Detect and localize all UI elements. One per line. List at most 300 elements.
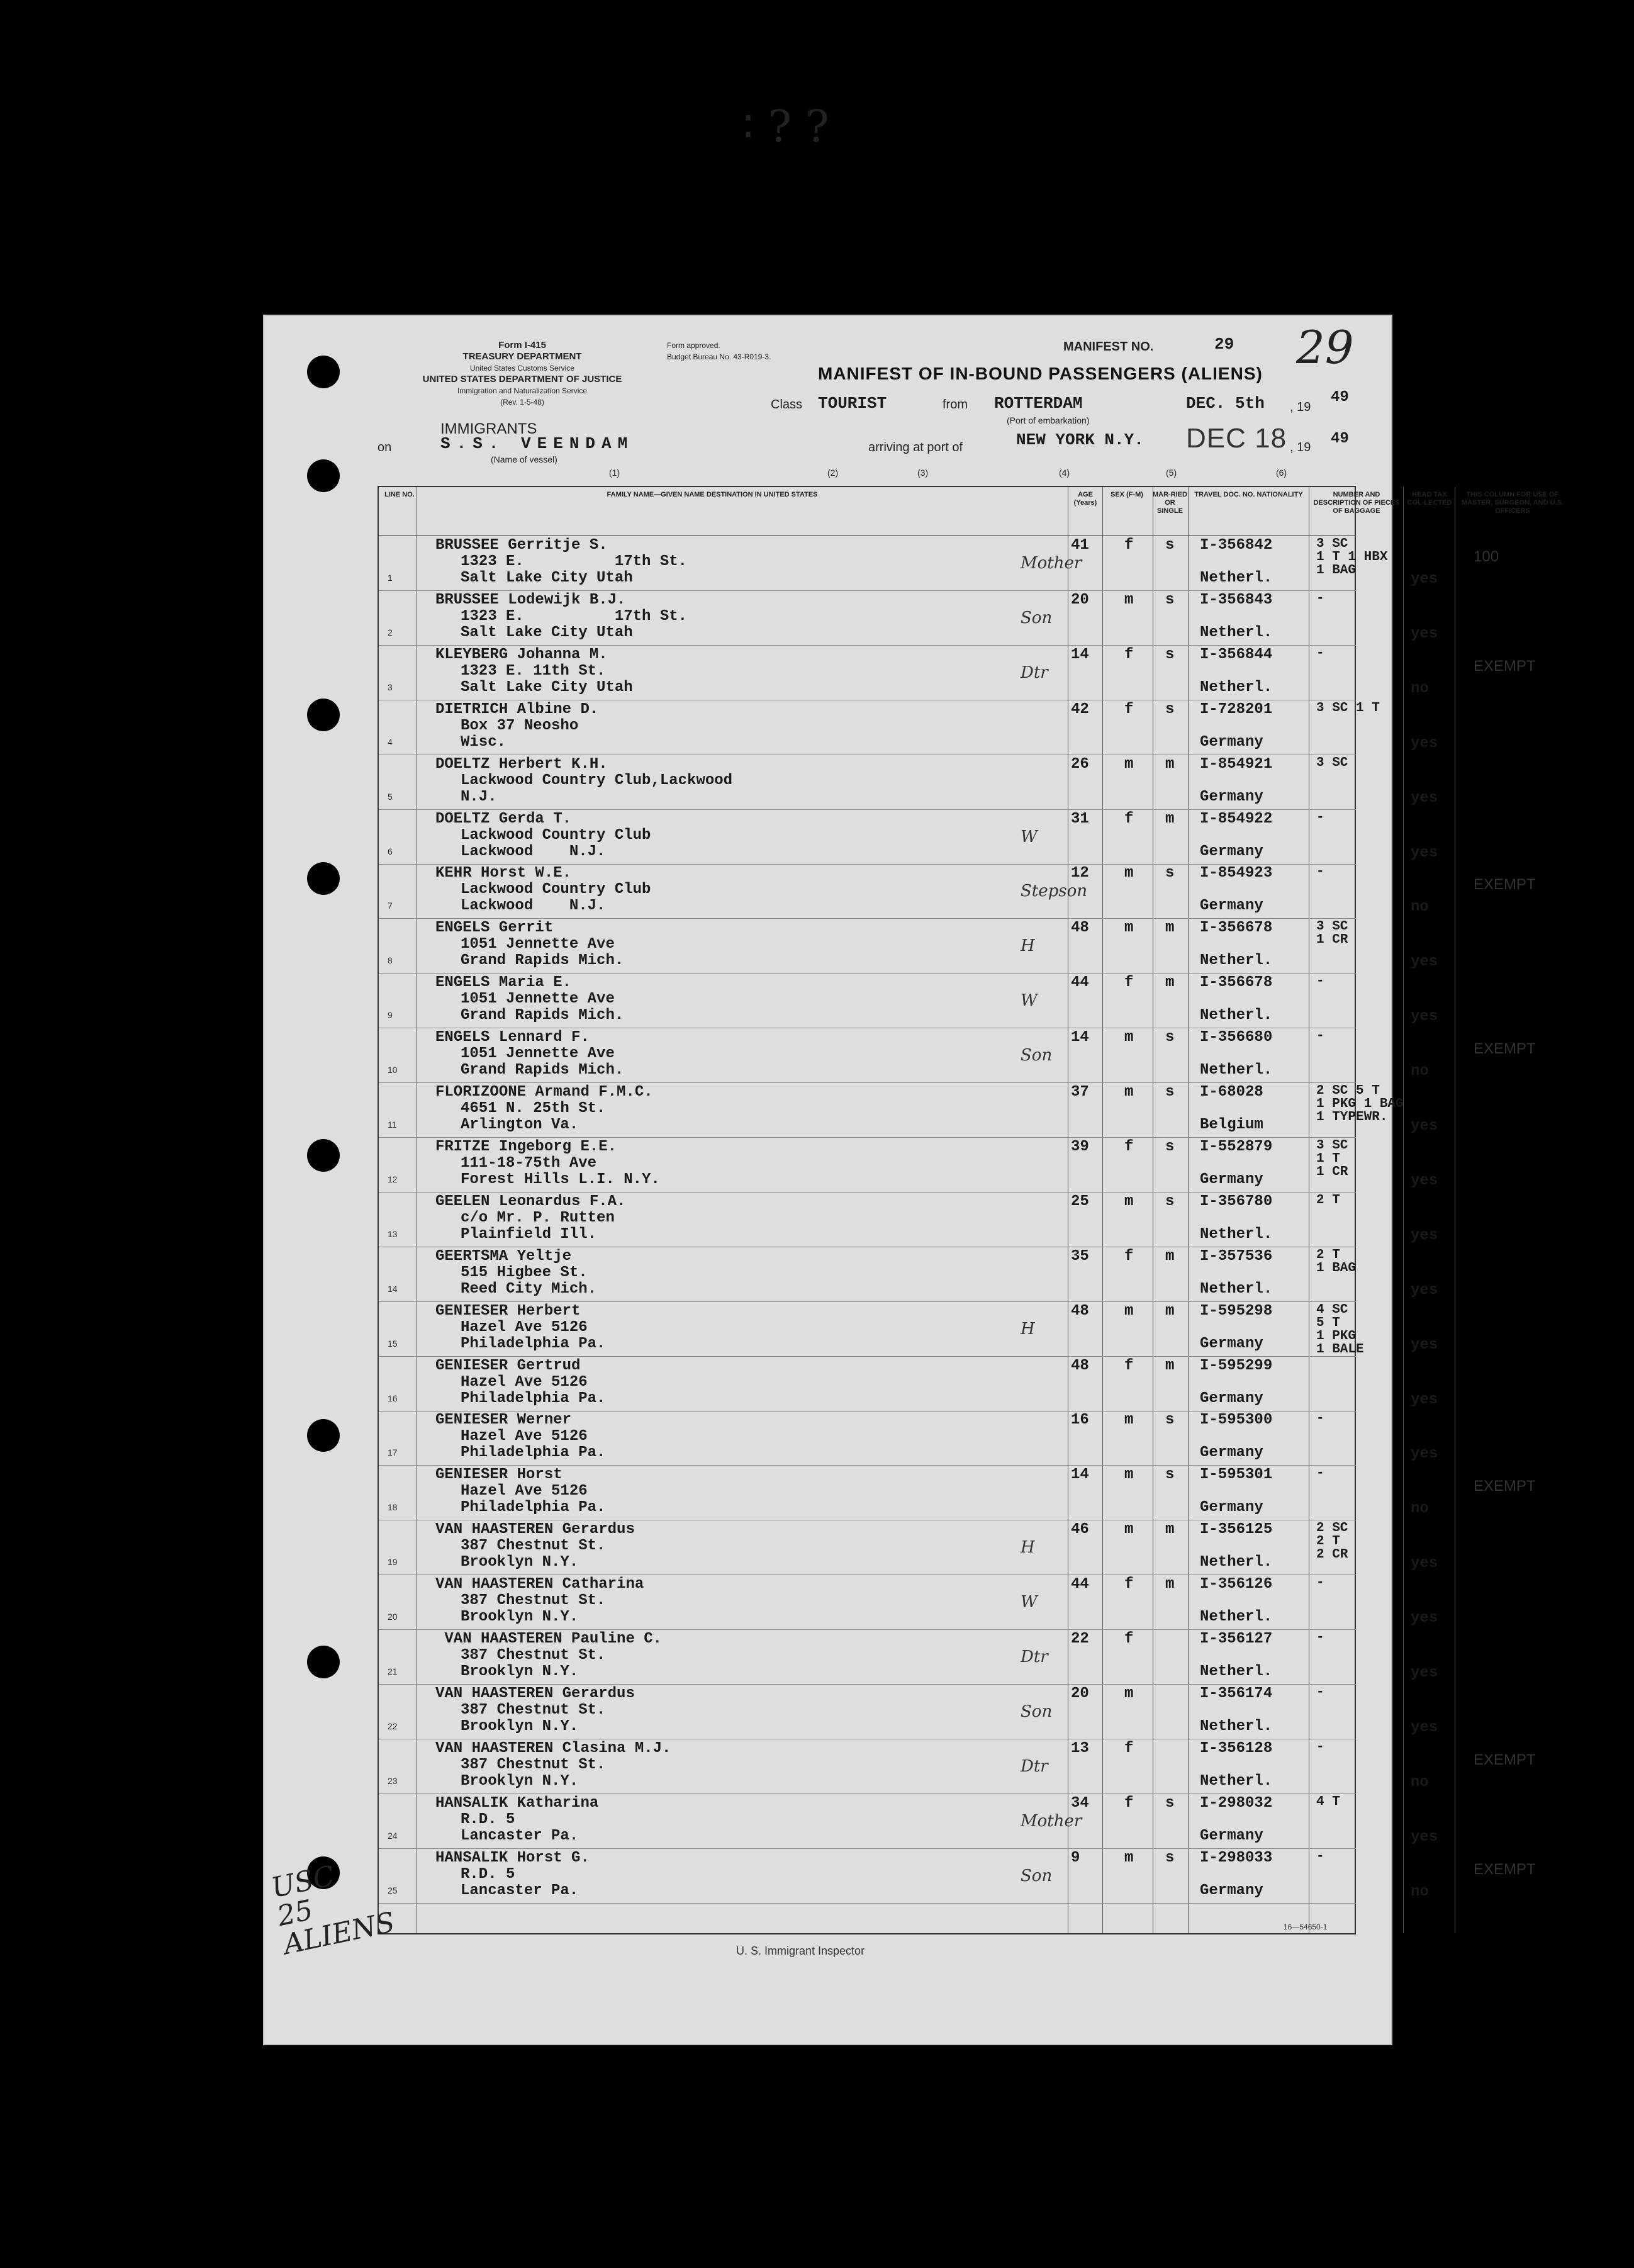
cell-a1: 387 Chestnut St. <box>461 1647 606 1664</box>
arrival-year: 49 <box>1331 430 1349 447</box>
cell-n: 8 <box>388 955 393 966</box>
cell-bag: 4 T <box>1316 1794 1340 1809</box>
cell-a2: Brooklyn N.Y. <box>461 1608 579 1626</box>
cell-n: 16 <box>388 1393 398 1403</box>
cell-a2: Philadelphia Pa. <box>461 1444 606 1462</box>
cell-a1: 387 Chestnut St. <box>461 1537 606 1555</box>
cell-n: 11 <box>388 1120 397 1130</box>
cell-nat: Germany <box>1200 1389 1263 1407</box>
cell-sex: f <box>1124 1739 1134 1757</box>
cell-name: DOELTZ Herbert K.H. <box>435 755 608 773</box>
table-row <box>379 1685 1438 1739</box>
cell-a1: 1051 Jennette Ave <box>461 991 615 1008</box>
table-row <box>379 1739 1536 1794</box>
cell-doc: I-595299 <box>1200 1357 1273 1374</box>
cell-a2: Wisc. <box>461 733 506 751</box>
cell-bag: 2 SC 2 T 2 CR <box>1316 1521 1348 1563</box>
cell-sex: m <box>1124 1084 1134 1101</box>
cell-a1: Hazel Ave 5126 <box>461 1318 588 1336</box>
table-row <box>379 1411 1438 1466</box>
cell-bag: 3 SC 1 T 1 CR <box>1316 1138 1348 1179</box>
cell-tax: no <box>1411 680 1429 697</box>
table-row <box>379 974 1438 1028</box>
column-header-officers: THIS COLUMN FOR USE OF MASTER, SURGEON, AND U.S. OFFICERS <box>1461 491 1564 515</box>
arriving-label: arriving at port of <box>868 441 963 454</box>
cell-doc: I-595298 <box>1200 1302 1273 1320</box>
cell-sex: f <box>1124 1357 1134 1374</box>
cell-doc: I-356678 <box>1200 974 1273 992</box>
cell-age: 26 <box>1071 755 1089 773</box>
cell-a2: Philadelphia Pa. <box>461 1335 606 1352</box>
cell-doc: I-356844 <box>1200 646 1273 663</box>
cell-age: 37 <box>1071 1084 1089 1101</box>
cell-ms: s <box>1165 1138 1175 1155</box>
cell-a1: 4651 N. 25th St. <box>461 1100 606 1117</box>
cell-name: GENIESER Gertrud <box>435 1357 581 1374</box>
revision-date: (Rev. 1-5-48) <box>500 398 544 407</box>
cell-bag: - <box>1316 810 1324 825</box>
cell-a2: Arlington Va. <box>461 1116 579 1133</box>
cell-a1: 387 Chestnut St. <box>461 1756 606 1773</box>
cell-sex: f <box>1124 646 1134 663</box>
cell-tax: yes <box>1411 1118 1438 1135</box>
cell-doc: I-298032 <box>1200 1794 1273 1812</box>
cell-ms: s <box>1165 1466 1175 1484</box>
cell-ms: m <box>1165 974 1175 992</box>
column-header-line: LINE NO. <box>384 491 415 498</box>
table-row <box>379 1247 1438 1302</box>
cell-a1: 1323 E. 11th St. <box>461 662 606 680</box>
year-prefix-1: , 19 <box>1290 400 1311 414</box>
cell-a2: Lackwood N.J. <box>461 843 606 860</box>
cell-bag: - <box>1316 1576 1324 1591</box>
cell-bag: 3 SC 1 CR <box>1316 919 1348 948</box>
cell-a2: Lancaster Pa. <box>461 1827 579 1844</box>
budget-bureau: Budget Bureau No. 43-R019-3. <box>667 352 771 361</box>
binder-hole <box>307 459 340 492</box>
cell-rel: Mother <box>1021 1811 1082 1831</box>
cell-n: 17 <box>388 1447 398 1458</box>
arrival-port: NEW YORK N.Y. <box>1016 430 1144 449</box>
cell-n: 5 <box>388 791 393 802</box>
cell-ms: s <box>1165 1412 1175 1429</box>
cell-tax: no <box>1411 899 1429 916</box>
cell-doc: I-357536 <box>1200 1247 1273 1265</box>
cell-ms: m <box>1165 1576 1175 1593</box>
embarkation-year: 49 <box>1331 389 1349 406</box>
cell-age: 16 <box>1071 1412 1089 1429</box>
cell-nat: Germany <box>1200 1499 1263 1517</box>
cell-rel: W <box>1021 827 1038 846</box>
column-header-travel: TRAVEL DOC. NO. NATIONALITY <box>1194 491 1303 498</box>
cell-ms: s <box>1165 700 1175 718</box>
department-name-2: UNITED STATES DEPARTMENT OF JUSTICE <box>422 374 622 385</box>
cell-sex: m <box>1124 1521 1134 1539</box>
cell-nat: Netherl. <box>1200 1554 1273 1571</box>
vessel-note: (Name of vessel) <box>491 454 557 464</box>
cell-rel: H <box>1021 936 1035 956</box>
cell-a2: Brooklyn N.Y. <box>461 1554 579 1571</box>
cell-note: EXEMPT <box>1474 876 1536 894</box>
cell-a2: Salt Lake City Utah <box>461 678 633 696</box>
cell-age: 9 <box>1071 1849 1080 1867</box>
cell-bag: - <box>1316 1739 1324 1754</box>
cell-n: 13 <box>388 1228 398 1239</box>
passenger-table <box>378 486 1564 1934</box>
binder-hole <box>307 1139 340 1172</box>
cell-n: 23 <box>388 1775 398 1786</box>
cell-doc: I-356127 <box>1200 1631 1273 1648</box>
table-row <box>379 1520 1438 1575</box>
cell-sex: f <box>1124 700 1134 718</box>
table-row <box>379 646 1536 700</box>
cell-ms: s <box>1165 1029 1175 1047</box>
table-row <box>379 1466 1536 1520</box>
cell-nat: Netherl. <box>1200 1225 1273 1243</box>
cell-bag: 3 SC 1 T <box>1316 700 1380 716</box>
cell-name: BRUSSEE Lodewijk B.J. <box>435 591 626 609</box>
cell-nat: Netherl. <box>1200 570 1273 587</box>
cell-bag: 4 SC 5 T 1 PKG 1 BALE <box>1316 1302 1364 1357</box>
cell-nat: Germany <box>1200 1444 1263 1462</box>
column-header-married: MAR-RIED OR SINGLE <box>1153 491 1187 515</box>
cell-a2: Plainfield Ill. <box>461 1225 597 1243</box>
column-number: (2) <box>827 468 839 478</box>
cell-age: 48 <box>1071 919 1089 937</box>
table-row <box>379 1138 1438 1193</box>
table-row <box>379 1028 1536 1083</box>
cell-tax: yes <box>1411 734 1438 752</box>
form-code: 16—54650-1 <box>1284 1923 1328 1931</box>
cell-rel: Son <box>1021 608 1053 627</box>
cell-doc: I-298033 <box>1200 1849 1273 1867</box>
cell-a2: Salt Lake City Utah <box>461 570 633 587</box>
department-name: TREASURY DEPARTMENT <box>462 351 582 362</box>
cell-name: ENGELS Maria E. <box>435 974 572 992</box>
cell-ms: s <box>1165 646 1175 663</box>
column-number: (6) <box>1276 468 1287 478</box>
column-header-baggage: NUMBER AND DESCRIPTION OF PIECES OF BAGGAGE <box>1313 491 1400 515</box>
cell-doc: I-356126 <box>1200 1576 1273 1593</box>
cell-nat: Netherl. <box>1200 1772 1273 1790</box>
manifest-label: MANIFEST NO. <box>1063 340 1154 354</box>
cell-a1: 1323 E. 17th St. <box>461 553 688 570</box>
cell-tax: yes <box>1411 1719 1438 1736</box>
cell-note: EXEMPT <box>1474 1478 1536 1495</box>
cell-ms: s <box>1165 1849 1175 1867</box>
cell-a2: N.J. <box>461 788 497 806</box>
table-row <box>379 810 1438 865</box>
cell-nat: Netherl. <box>1200 1663 1273 1680</box>
table-row <box>379 1849 1536 1904</box>
cell-sex: f <box>1124 537 1134 554</box>
cell-n: 24 <box>388 1830 398 1841</box>
cell-nat: Netherl. <box>1200 1608 1273 1626</box>
table-row <box>379 1193 1438 1247</box>
cell-name: VAN HAASTEREN Gerardus <box>435 1521 635 1539</box>
form-agency-block <box>390 340 654 408</box>
manifest-number-handwritten: 29 <box>1296 321 1354 374</box>
cell-tax: yes <box>1411 1446 1438 1463</box>
cell-bag: - <box>1316 974 1324 989</box>
cell-tax: no <box>1411 1500 1429 1518</box>
immigrants-label: IMMIGRANTS <box>440 420 537 437</box>
cell-sex: f <box>1124 1631 1134 1648</box>
table-row <box>379 864 1536 919</box>
cell-a2: Grand Rapids Mich. <box>461 1007 624 1025</box>
vessel-name: S.S. VEENDAM <box>440 434 634 453</box>
top-doodle: ∶ ? ? <box>742 101 829 152</box>
cell-ms: s <box>1165 1794 1175 1812</box>
binder-hole <box>307 356 340 388</box>
cell-age: 25 <box>1071 1193 1089 1210</box>
cell-rel: Son <box>1021 1046 1053 1065</box>
cell-doc: I-595301 <box>1200 1466 1273 1484</box>
cell-age: 12 <box>1071 865 1089 882</box>
cell-nat: Netherl. <box>1200 1280 1273 1298</box>
form-number: Form I-415 <box>498 340 546 351</box>
cell-n: 14 <box>388 1283 398 1294</box>
cell-rel: Dtr <box>1021 663 1048 682</box>
cell-nat: Germany <box>1200 788 1263 806</box>
cell-rel: W <box>1021 991 1038 1011</box>
cell-bag: 2 SC 5 T 1 PKG 1 BAG 1 TYPEWR. <box>1316 1084 1404 1125</box>
service-name-2: Immigration and Naturalization Service <box>457 386 588 395</box>
table-row <box>379 1302 1438 1357</box>
cell-sex: m <box>1124 1849 1134 1867</box>
cell-doc: I-595300 <box>1200 1412 1273 1429</box>
cell-a1: Lackwood Country Club <box>461 881 651 899</box>
cell-tax: yes <box>1411 1610 1438 1627</box>
cell-age: 35 <box>1071 1247 1089 1265</box>
column-number: (5) <box>1166 468 1177 478</box>
cell-nat: Belgium <box>1200 1116 1263 1133</box>
cell-name: KEHR Horst W.E. <box>435 865 572 882</box>
column-header-sex: SEX (F-M) <box>1111 491 1143 498</box>
cell-name: DOELTZ Gerda T. <box>435 810 572 828</box>
cell-doc: I-356843 <box>1200 591 1273 609</box>
manifest-title: MANIFEST OF IN-BOUND PASSENGERS (ALIENS) <box>818 364 1263 383</box>
embarkation-port: ROTTERDAM <box>994 394 1083 413</box>
cell-rel: Dtr <box>1021 1648 1048 1666</box>
cell-rel: Stepson <box>1021 882 1088 901</box>
cell-name: VAN HAASTEREN Pauline C. <box>435 1631 663 1648</box>
table-row <box>379 1083 1438 1138</box>
cell-age: 22 <box>1071 1631 1089 1648</box>
cell-age: 44 <box>1071 1576 1089 1593</box>
cell-doc: I-356128 <box>1200 1739 1273 1757</box>
cell-tax: yes <box>1411 625 1438 643</box>
cell-name: HANSALIK Horst G. <box>435 1849 590 1867</box>
manifest-number: 29 <box>1214 335 1234 354</box>
table-row <box>379 1357 1438 1412</box>
cell-n: 2 <box>388 627 393 637</box>
cell-sex: m <box>1124 919 1134 937</box>
cell-sex: f <box>1124 1794 1134 1812</box>
cell-age: 34 <box>1071 1794 1089 1812</box>
cell-sex: m <box>1124 1685 1134 1702</box>
cell-n: 20 <box>388 1612 398 1622</box>
cell-tax: yes <box>1411 1008 1438 1026</box>
cell-bag: - <box>1316 591 1324 606</box>
cell-ms: m <box>1165 1247 1175 1265</box>
cell-a2: Lackwood N.J. <box>461 897 606 915</box>
cell-sex: f <box>1124 1138 1134 1155</box>
cell-doc: I-356780 <box>1200 1193 1273 1210</box>
cell-doc: I-356174 <box>1200 1685 1273 1702</box>
cell-n: 3 <box>388 682 393 692</box>
cell-name: GENIESER Horst <box>435 1466 562 1484</box>
cell-sex: m <box>1124 1466 1134 1484</box>
binder-hole <box>307 1419 340 1452</box>
cell-tax: yes <box>1411 1281 1438 1299</box>
cell-note: EXEMPT <box>1474 657 1536 675</box>
cell-ms: s <box>1165 865 1175 882</box>
cell-a1: Lackwood Country Club <box>461 826 651 844</box>
embarkation-date: DEC. 5th <box>1186 394 1265 413</box>
cell-bag: 3 SC 1 T 1 HBX 1 BAG <box>1316 537 1388 578</box>
cell-n: 6 <box>388 846 393 856</box>
cell-age: 20 <box>1071 591 1089 609</box>
cell-a1: Hazel Ave 5126 <box>461 1428 588 1446</box>
cell-doc: I-356678 <box>1200 919 1273 937</box>
cell-name: GENIESER Werner <box>435 1412 572 1429</box>
cell-doc: I-552879 <box>1200 1138 1273 1155</box>
cell-doc: I-356680 <box>1200 1029 1273 1047</box>
cell-age: 14 <box>1071 646 1089 663</box>
cell-a1: 111-18-75th Ave <box>461 1154 597 1172</box>
cell-ms: s <box>1165 1084 1175 1101</box>
cell-tax: no <box>1411 1063 1429 1081</box>
cell-age: 42 <box>1071 700 1089 718</box>
cell-a2: Brooklyn N.Y. <box>461 1717 579 1735</box>
cell-nat: Germany <box>1200 1170 1263 1188</box>
cell-sex: m <box>1124 1029 1134 1047</box>
from-label: from <box>943 398 968 412</box>
cell-age: 31 <box>1071 810 1089 828</box>
cell-doc: I-854921 <box>1200 755 1273 773</box>
cell-note: EXEMPT <box>1474 1860 1536 1878</box>
cell-bag: - <box>1316 1849 1324 1864</box>
cell-name: FRITZE Ingeborg E.E. <box>435 1138 617 1155</box>
table-row <box>379 591 1438 646</box>
cell-n: 19 <box>388 1557 398 1568</box>
cell-a1: 1051 Jennette Ave <box>461 1045 615 1063</box>
cell-n: 9 <box>388 1010 393 1021</box>
cell-doc: I-356842 <box>1200 537 1273 554</box>
cell-a1: Hazel Ave 5126 <box>461 1373 588 1391</box>
cell-tax: yes <box>1411 1555 1438 1573</box>
table-row <box>379 1630 1438 1685</box>
cell-ms: s <box>1165 1193 1175 1210</box>
cell-n: 22 <box>388 1721 398 1731</box>
cell-doc: I-854923 <box>1200 865 1273 882</box>
cell-rel: Mother <box>1021 554 1082 573</box>
table-row <box>379 1794 1438 1849</box>
cell-a2: Salt Lake City Utah <box>461 624 633 641</box>
cell-name: GENIESER Herbert <box>435 1302 581 1320</box>
cell-age: 13 <box>1071 1739 1089 1757</box>
class-value: TOURIST <box>818 394 887 413</box>
cell-a2: Philadelphia Pa. <box>461 1499 606 1517</box>
cell-ms: m <box>1165 755 1175 773</box>
cell-ms: s <box>1165 591 1175 609</box>
cell-tax: yes <box>1411 1391 1438 1408</box>
cell-nat: Germany <box>1200 733 1263 751</box>
embarkation-note: (Port of embarkation) <box>1007 415 1090 425</box>
cell-a1: Lackwood Country Club,Lackwood <box>461 772 733 789</box>
arrival-date-stamp: DEC 18 <box>1186 423 1287 454</box>
cell-sex: f <box>1124 810 1134 828</box>
cell-rel: H <box>1021 1538 1035 1558</box>
cell-a1: 515 Higbee St. <box>461 1264 588 1281</box>
cell-a1: R.D. 5 <box>461 1810 515 1828</box>
inspector-label: U. S. Immigrant Inspector <box>736 1945 865 1957</box>
cell-tax: yes <box>1411 1336 1438 1354</box>
table-row <box>379 1575 1438 1630</box>
cell-age: 41 <box>1071 537 1089 554</box>
cell-name: ENGELS Lennard F. <box>435 1029 590 1047</box>
cell-bag: - <box>1316 1029 1324 1044</box>
class-label: Class <box>771 398 803 412</box>
cell-ms: s <box>1165 537 1175 554</box>
cell-name: VAN HAASTEREN Clasina M.J. <box>435 1739 671 1757</box>
cell-bag: - <box>1316 1466 1324 1481</box>
cell-a1: Box 37 Neosho <box>461 717 579 734</box>
cell-age: 44 <box>1071 974 1089 992</box>
cell-a1: Hazel Ave 5126 <box>461 1483 588 1500</box>
cell-name: ENGELS Gerrit <box>435 919 554 937</box>
cell-nat: Netherl. <box>1200 1007 1273 1025</box>
cell-n: 25 <box>388 1885 398 1895</box>
column-header-name: FAMILY NAME—GIVEN NAME DESTINATION IN UNITED STATES <box>607 491 818 498</box>
cell-bag: - <box>1316 1412 1324 1427</box>
cell-name: HANSALIK Katharina <box>435 1794 599 1812</box>
cell-tax: yes <box>1411 1172 1438 1189</box>
cell-a2: Lancaster Pa. <box>461 1882 579 1899</box>
cell-nat: Netherl. <box>1200 952 1273 970</box>
cell-ms: m <box>1165 1521 1175 1539</box>
cell-tax: yes <box>1411 571 1438 588</box>
cell-rel: Son <box>1021 1702 1053 1721</box>
cell-bag: - <box>1316 1631 1324 1645</box>
cell-age: 48 <box>1071 1302 1089 1320</box>
cell-nat: Netherl. <box>1200 624 1273 641</box>
cell-sex: m <box>1124 1302 1134 1320</box>
cell-a1: c/o Mr. P. Rutten <box>461 1209 615 1227</box>
cell-name: VAN HAASTEREN Catharina <box>435 1576 644 1593</box>
cell-bag: - <box>1316 646 1324 661</box>
cell-nat: Germany <box>1200 1827 1263 1844</box>
table-row <box>379 536 1499 591</box>
margin-note-aliens: USC 25 ALIENS <box>268 1860 398 1962</box>
cell-a1: R.D. 5 <box>461 1865 515 1883</box>
cell-a1: 1323 E. 17th St. <box>461 607 688 625</box>
cell-a2: Grand Rapids Mich. <box>461 952 624 970</box>
cell-age: 48 <box>1071 1357 1089 1374</box>
cell-rel: Son <box>1021 1866 1053 1885</box>
column-number: (4) <box>1059 468 1070 478</box>
cell-ms: m <box>1165 1357 1175 1374</box>
cell-tax: no <box>1411 1773 1429 1791</box>
cell-sex: m <box>1124 591 1134 609</box>
column-number: (3) <box>917 468 929 478</box>
cell-a1: 387 Chestnut St. <box>461 1701 606 1719</box>
cell-name: GEELEN Leonardus F.A. <box>435 1193 626 1210</box>
cell-nat: Netherl. <box>1200 678 1273 696</box>
cell-note: EXEMPT <box>1474 1040 1536 1058</box>
cell-a2: Grand Rapids Mich. <box>461 1062 624 1079</box>
